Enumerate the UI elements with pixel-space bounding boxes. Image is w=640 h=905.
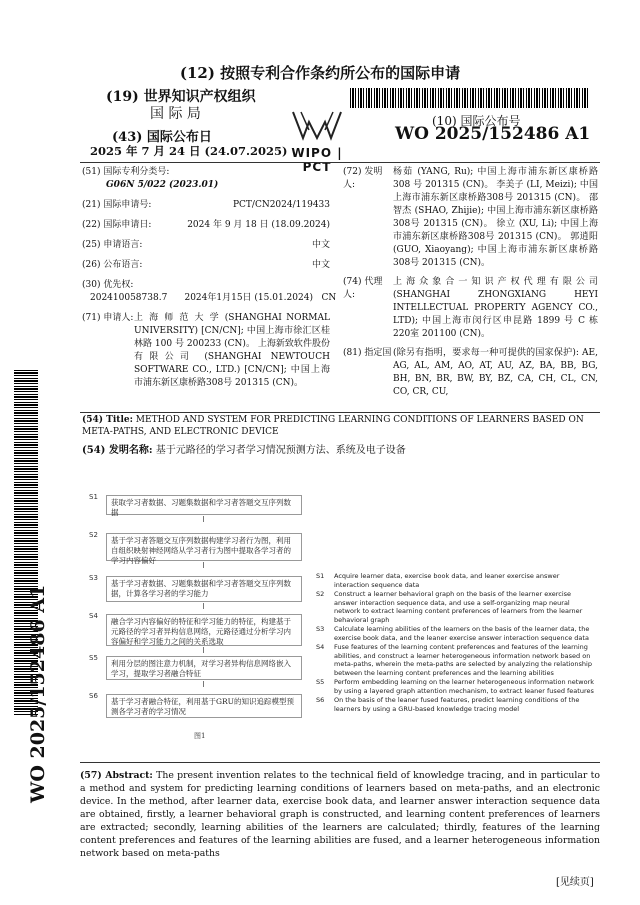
title-divider: [80, 412, 600, 413]
legend-key: S2: [316, 590, 325, 598]
figure-legend: [316, 572, 596, 714]
pub-date: 2025 年 7 月 24 日 (24.07.2025): [90, 144, 288, 158]
priority-value: 202410058738.7 2024年1月15日 (15.01.2024) CN: [90, 293, 337, 303]
appno-value: PCT/CN2024/119433: [232, 200, 330, 210]
pub-lang-label: (26) 公布语言:: [82, 260, 143, 270]
title-en: METHOD AND SYSTEM FOR PREDICTING LEARNING CONDITIONS OF LEARNERS BASED ON META-PATHS, AND ELECTRONIC DEVICE: [82, 415, 584, 437]
filing-lang-label: (25) 申请语言:: [82, 240, 143, 250]
filing-value: 2024 年 9 月 18 日 (18.09.2024): [187, 220, 330, 230]
filing-label: (22) 国际申请日:: [82, 220, 152, 230]
legend-row: [316, 643, 596, 677]
flow-step: 融合学习内容偏好的特征和学习能力的特征，构建基于元路径的学习者异构信息网络，元路径通过分析学习内容偏好和学习能力之间的关系选取: [106, 614, 302, 646]
inventors-text: 杨茹 (YANG, Ru); 中国上海市浦东新区康桥路 308 号 201315 (CN)。 李美子 (LI, Meizi); 中国上海市浦东新区康桥路308号 201315 (CN)。 邵智杰 (SHAO, Zhijie); 中国上海市浦东新区康桥路308号 201315 (CN)。 徐立 (XU, Li); 中国上海市浦东新区康桥路308号 201315 (CN)。 郭逍阳 (GUO, Xiaoyang); 中国上海市浦东新区康桥路308号 201315 (CN)。: [393, 167, 598, 268]
title-cn-label: (54) 发明名称:: [82, 445, 153, 456]
flow-step: 获取学习者数据、习题集数据和学习者答题交互序列数据: [106, 495, 302, 515]
legend-key: S6: [316, 696, 325, 704]
flow-arrow: [203, 516, 204, 522]
wipo-logo: [277, 108, 357, 174]
abstract: [80, 769, 600, 860]
abstract-label: (57) Abstract:: [80, 770, 153, 781]
step-label: S5: [89, 654, 98, 662]
states-text: (除另有指明，要求每一种可提供的国家保护): AE, AG, AL, AM, AO, AT, AU, AZ, BA, BB, BG, BH, BN, BR, BW, BY, BZ, CA, CH, CL, CN, CO, CR, CU,: [393, 348, 598, 397]
legend-text: Construct a learner behavioral graph on the basis of the learner exercise answer interaction sequence data, and use a self-organizing map neural network to extract learning content preferences of learners from the learner behavioral graph: [334, 590, 583, 624]
flow-arrow: [203, 647, 204, 653]
legend-key: S5: [316, 678, 325, 686]
document-title: (12) 按照专利合作条约所公布的国际申请: [179, 64, 461, 82]
abstract-divider: [80, 762, 600, 763]
pub-date-label: (43) 国际公布日: [112, 130, 212, 145]
pub-number: WO 2025/152486 A1: [395, 124, 591, 144]
inventors-label: (72) 发明人:: [343, 167, 383, 190]
step-label: S1: [89, 493, 98, 501]
title-cn-block: [82, 444, 598, 457]
applicants-text: 上 海 师 范 大 学 (SHANGHAI NORMAL UNIVERSITY) [CN/CN]; 中国上海市徐汇区桂林路 100 号 200233 (CN)。 上海新致软件股份有限公司 (SHANGHAI NEWTOUCH SOFTWARE CO., LTD.) [CN/CN]; 中国上海市浦东新区康桥路308号 201315 (CN)。: [134, 313, 330, 388]
legend-row: [316, 572, 596, 589]
flow-step: 利用分层的图注意力机制，对学习者异构信息网络嵌入学习，提取学习者融合特征: [106, 656, 302, 680]
appno-label: (21) 国际申请号:: [82, 200, 152, 210]
legend-text: Perform embedding learning on the learner heterogeneous information network by using a layered graph attention mechanism, to extract leaner fused features: [334, 678, 595, 695]
legend-row: [316, 590, 596, 624]
header-divider: [80, 162, 600, 163]
legend-row: [316, 678, 596, 695]
pub-lang-value: 中文: [311, 260, 330, 270]
legend-text: On the basis of the leaner fused features, predict learning conditions of the learners by using a GRU-based knowledge tracing model: [334, 696, 580, 713]
wipo-wordmark: WIPO | PCT: [291, 146, 343, 174]
wipo-emblem-icon: [287, 108, 347, 142]
office-bureau: 国 际 局: [150, 106, 201, 122]
legend-text: Fuse features of the learning content preferences and features of the learning abilities, and construct a learner heterogeneous information network based on meta-paths, wherein the meta-paths are selected by analyzing the relationship between the learning content preferences and the learning abilities: [334, 643, 592, 677]
step-label: S6: [89, 692, 98, 700]
continued-note: [见续页]: [556, 877, 594, 888]
agent-label: (74) 代理人:: [343, 277, 383, 300]
abstract-text: The present invention relates to the technical field of knowledge tracing, and in particular to a method and system for predicting learning conditions of learners based on meta-paths, and an electronic device. In the method, after learner data, exercise book data, and learner answer interaction sequence data are obtained, firstly, a learner behavioral graph is constructed, and learning content preferences of learners are extracted; secondly, learning abilities of the learners are calculated; thirdly, features of the learning content preferences and features of the learning abilities are fused, and a learner heterogeneous information network based on meta-paths: [80, 770, 600, 859]
barcode-image: [350, 88, 590, 108]
legend-key: S1: [316, 572, 325, 580]
figure-caption: 图1: [194, 732, 206, 740]
legend-text: Calculate learning abilities of the learners on the basis of the learner data, the exercise book data, and the leaner exercise answer interaction sequence data: [334, 625, 590, 642]
legend-row: [316, 696, 596, 713]
applicants-label: (71) 申请人:: [82, 313, 134, 323]
title-en-block: [82, 414, 598, 438]
title-cn: 基于元路径的学习者学习情况预测方法、系统及电子设备: [155, 445, 406, 456]
filing-lang-value: 中文: [311, 240, 330, 250]
states-label: (81) 指定国: [343, 348, 392, 358]
office-name: (19) 世界知识产权组织: [106, 89, 256, 105]
pub-no-label: (10) 国际公布号: [432, 114, 521, 128]
step-label: S4: [89, 612, 98, 620]
title-en-label: (54) Title:: [82, 415, 133, 425]
legend-key: S4: [316, 643, 325, 651]
biblio-right: [343, 166, 598, 399]
legend-key: S3: [316, 625, 325, 633]
flow-arrow: [203, 681, 204, 687]
step-label: S3: [89, 574, 98, 582]
flow-step: 基于学习者数据、习题集数据和学习者答题交互序列数据，计算各学习者的学习能力: [106, 576, 302, 602]
flow-step: 基于学习者融合特征，利用基于GRU的知识追踪模型预测各学习者的学习情况: [106, 694, 302, 718]
priority-label: (30) 优先权:: [82, 280, 134, 290]
ipc-value: G06N 5/022 (2023.01): [106, 180, 219, 190]
agent-text: 上 海 众 象 合 一 知 识 产 权 代 理 有 限 公 司 (SHANGHAI ZHONGXIANG HEYI INTELLECTUAL PROPERTY AGENCY CO., LTD); 中国上海市闵行区申昆路 1899 号 C 栋 220室 201100 (CN)。: [393, 277, 598, 339]
flow-arrow: [203, 603, 204, 609]
biblio-left: [82, 166, 337, 390]
legend-text: Acquire learner data, exercise book data, and leaner exercise answer interaction sequence data: [334, 572, 560, 589]
legend-row: [316, 625, 596, 642]
step-label: S2: [89, 531, 98, 539]
ipc-label: (51) 国际专利分类号:: [82, 167, 170, 177]
flow-step: 基于学习者答题交互序列数据构建学习者行为图，利用自组织映射神经网络从学习者行为图中提取各学习者的学习内容偏好: [106, 533, 302, 561]
flow-arrow: [203, 562, 204, 568]
side-pub-number: WO 2025/152486 A1: [27, 584, 49, 803]
